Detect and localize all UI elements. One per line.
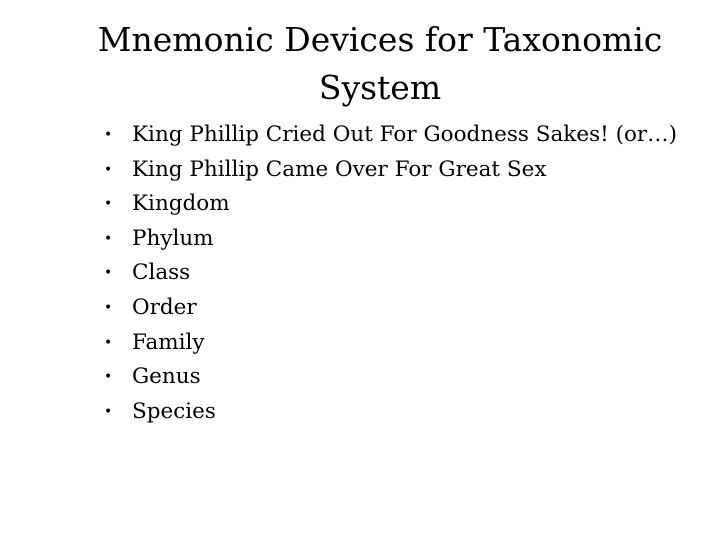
bullet-text: Kingdom bbox=[132, 191, 230, 217]
slide-title-line-1: Mnemonic Devices for Taxonomic bbox=[97, 20, 663, 59]
bullet-item bbox=[96, 291, 677, 326]
bullet-text: Class bbox=[132, 260, 191, 286]
bullet-item bbox=[96, 395, 677, 430]
bullet-text: Genus bbox=[132, 364, 201, 390]
bullet-list bbox=[96, 118, 677, 429]
bullet-text: Phylum bbox=[132, 225, 214, 251]
bullet-icon: • bbox=[104, 369, 113, 386]
slide-title bbox=[80, 16, 680, 112]
bullet-icon: • bbox=[104, 265, 113, 282]
bullet-text: King Phillip Cried Out For Goodness Sakes! (or…) bbox=[132, 122, 678, 147]
bullet-icon: • bbox=[104, 230, 113, 247]
bullet-item bbox=[96, 222, 677, 257]
slide-title-line-2: System bbox=[318, 68, 442, 107]
bullet-icon: • bbox=[104, 403, 113, 420]
bullet-icon: • bbox=[104, 161, 113, 178]
bullet-item bbox=[96, 187, 677, 222]
bullet-icon: • bbox=[104, 196, 113, 213]
bullet-icon: • bbox=[104, 334, 113, 351]
bullet-text: Order bbox=[132, 294, 197, 320]
bullet-item bbox=[96, 256, 677, 291]
bullet-text: King Phillip Came Over For Great Sex bbox=[132, 156, 547, 182]
bullet-item bbox=[96, 153, 677, 188]
bullet-icon: • bbox=[104, 127, 113, 143]
bullet-text: Species bbox=[132, 398, 216, 424]
bullet-item bbox=[96, 118, 677, 153]
bullet-item bbox=[96, 360, 677, 395]
bullet-item bbox=[96, 326, 677, 361]
bullet-text: Family bbox=[132, 329, 205, 355]
bullet-icon: • bbox=[104, 299, 113, 316]
